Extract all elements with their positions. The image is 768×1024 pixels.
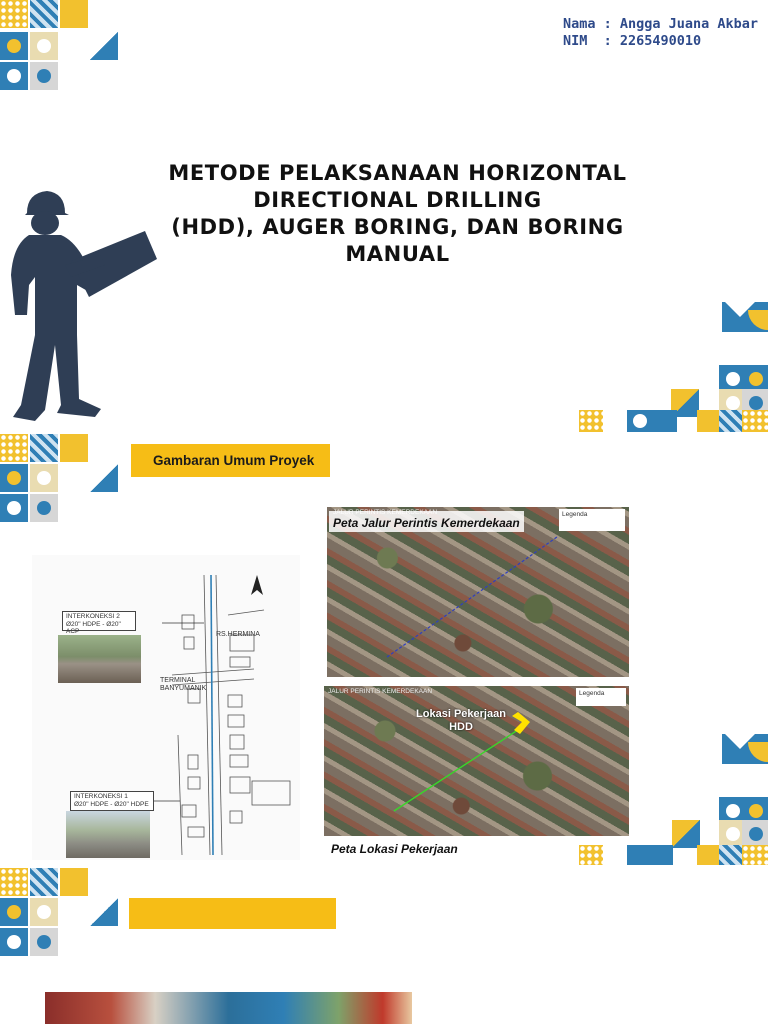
interconnect-1-photo <box>66 811 150 858</box>
aerial-bottom-route <box>324 686 629 836</box>
aerial-map-top <box>327 507 629 677</box>
bottom-site-photo <box>45 992 412 1024</box>
interconnect-2-spec: Ø20" HDPE - Ø20" ACP <box>66 621 121 635</box>
title-line-2: DIRECTIONAL DRILLING <box>253 188 542 212</box>
interconnect-2-title: INTERKONEKSI 2 <box>66 613 120 620</box>
interconnect-1-title: INTERKONEKSI 1 <box>74 793 128 800</box>
title-line-4: MANUAL <box>345 242 450 266</box>
section-banner-empty <box>129 898 336 929</box>
worker-silhouette-icon <box>5 185 165 430</box>
author-name: Nama : Angga Juana Akbar <box>563 16 759 32</box>
aerial-bottom-legend-title: Legenda <box>579 690 605 697</box>
landmark-hospital: RS.HERMINA <box>216 631 260 638</box>
landmark-terminal: TERMINAL BANYUMANIK <box>160 677 207 692</box>
author-nim: NIM : 2265490010 <box>563 33 702 49</box>
aerial-bottom-header: JALUR PERINTIS KEMERDEKAAN <box>328 688 433 695</box>
north-arrow-icon <box>250 575 264 599</box>
aerial-top-caption: Peta Jalur Perintis Kemerdekaan <box>333 516 520 530</box>
author-info <box>563 16 758 50</box>
title-line-3: (HDD), AUGER BORING, DAN BORING <box>171 215 624 239</box>
location-marker-icon <box>512 712 530 734</box>
aerial-map-bottom <box>324 686 629 836</box>
interconnect-2-label <box>62 611 136 635</box>
aerial-top-legend-title: Legenda <box>562 511 588 518</box>
aerial-top-route <box>327 507 629 677</box>
title-line-1: METODE PELAKSANAAN HORIZONTAL <box>168 161 627 185</box>
interconnect-1-spec: Ø20" HDPE - Ø20" HDPE <box>74 801 149 808</box>
overlay-line-2: HDD <box>449 721 473 733</box>
interconnect-1-label <box>70 791 154 811</box>
banner-label: Gambaran Umum Proyek <box>153 453 315 468</box>
overlay-line-1: Lokasi Pekerjaan <box>416 708 506 720</box>
page-title <box>150 160 645 268</box>
interconnect-2-photo <box>58 635 141 683</box>
aerial-bottom-caption: Peta Lokasi Pekerjaan <box>331 842 458 856</box>
section-banner <box>131 444 330 477</box>
site-map <box>32 555 300 860</box>
